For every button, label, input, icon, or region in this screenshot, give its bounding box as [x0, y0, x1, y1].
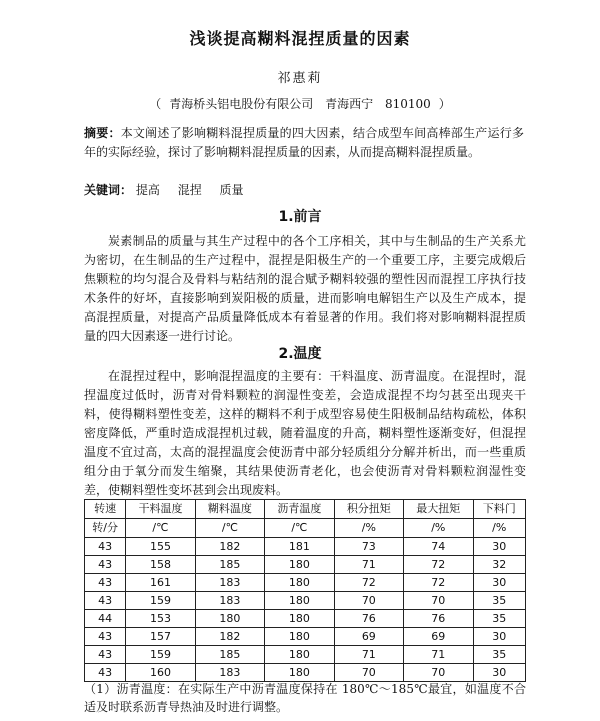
table-cell: 76	[334, 610, 403, 628]
table-cell: 71	[404, 646, 473, 664]
table-cell: 30	[473, 628, 526, 646]
table-cell: 70	[404, 592, 473, 610]
table-cell: 71	[334, 646, 403, 664]
table-cell: 185	[195, 646, 264, 664]
table-cell: 69	[404, 628, 473, 646]
table-cell: 183	[195, 592, 264, 610]
table-cell: 153	[126, 610, 195, 628]
table-cell: 158	[126, 556, 195, 574]
abstract-label: 摘要：	[84, 126, 121, 140]
table-cell: 182	[195, 538, 264, 556]
table-cell: 30	[473, 664, 526, 682]
table-header-cell: 沥青温度	[265, 500, 334, 519]
affiliation-close: ）	[438, 97, 451, 111]
table-header-cell: 下料门	[473, 500, 526, 519]
keyword: 混捏	[177, 183, 202, 197]
table-cell: 180	[265, 574, 334, 592]
table-body	[85, 538, 526, 682]
table-cell: 181	[265, 538, 334, 556]
table-cell: 155	[126, 538, 195, 556]
table-row	[85, 556, 526, 574]
keywords-label: 关键词：	[84, 183, 133, 197]
table-cell: 183	[195, 664, 264, 682]
abstract	[84, 124, 524, 162]
table-cell: 43	[85, 556, 126, 574]
table-header-unit: /℃	[126, 519, 195, 538]
table-header-cell: 糊料温度	[195, 500, 264, 519]
table-cell: 43	[85, 646, 126, 664]
table-cell: 32	[473, 556, 526, 574]
table-cell: 157	[126, 628, 195, 646]
table-header-cell: 积分扭矩	[334, 500, 403, 519]
table-header-cell: 转速	[85, 500, 126, 519]
table-cell: 70	[404, 664, 473, 682]
table-cell: 180	[265, 628, 334, 646]
table-cell: 35	[473, 592, 526, 610]
table-row	[85, 610, 526, 628]
paper-title: 浅谈提高糊料混捏质量的因素	[189, 29, 411, 48]
table-cell: 182	[195, 628, 264, 646]
table-header-unit: /℃	[265, 519, 334, 538]
keyword: 提高	[135, 183, 160, 197]
table-header-unit: /%	[334, 519, 403, 538]
table-header-unit-row	[85, 519, 526, 538]
table-header-cell: 最大扭矩	[404, 500, 473, 519]
table-cell: 43	[85, 664, 126, 682]
table-cell: 69	[334, 628, 403, 646]
table-cell: 180	[265, 610, 334, 628]
table-row	[85, 646, 526, 664]
section-heading-temperature: 2.温度	[278, 346, 322, 362]
keyword: 质量	[219, 183, 244, 197]
table-header-unit: /℃	[195, 519, 264, 538]
section-temperature-paragraph: 在混捏过程中，影响混捏温度的主要有：干料温度、沥青温度。在混捏时，混捏温度过低时，沥青对骨料颗粒的润湿性变差，会造成混捏不均匀甚至出现夹干料，使得糊料塑性变差，这样的糊料不利于成型容易使生阳极制品结构疏松，体积密度降低，严重时造成混捏机过载，随着温度的升高，糊料塑性逐渐变好，但混捏温度不宜过高，太高的混捏温度会使沥青中部分轻质组分分解并析出，而一些重质组分由于氧分而发生缩聚，其结果使沥青老化，也会使沥青对骨料颗粒润湿性变差，使糊料塑性变坏甚到会出现废料。	[84, 369, 526, 497]
table-cell: 72	[334, 574, 403, 592]
table-cell: 183	[195, 574, 264, 592]
table-cell: 185	[195, 556, 264, 574]
data-table	[84, 499, 526, 682]
table-cell: 72	[404, 574, 473, 592]
table-cell: 30	[473, 538, 526, 556]
section-heading-intro: 1.前言	[278, 209, 322, 225]
table-cell: 159	[126, 646, 195, 664]
table-row	[85, 664, 526, 682]
affiliation-org: 青海桥头铝电股份有限公司	[169, 97, 314, 111]
table-row	[85, 592, 526, 610]
author-name: 祁惠莉	[277, 71, 323, 86]
table-row	[85, 538, 526, 556]
table-row	[85, 628, 526, 646]
table-cell: 43	[85, 574, 126, 592]
table-cell: 180	[195, 610, 264, 628]
table-cell: 70	[334, 592, 403, 610]
table-header-cell: 干料温度	[126, 500, 195, 519]
table-cell: 161	[126, 574, 195, 592]
affiliation-open: （	[149, 97, 162, 111]
table-cell: 159	[126, 592, 195, 610]
table-cell: 73	[334, 538, 403, 556]
table-cell: 160	[126, 664, 195, 682]
table-cell: 180	[265, 592, 334, 610]
section-intro-paragraph: 炭素制品的质量与其生产过程中的各个工序相关，其中与生制品的生产关系尤为密切，在生制品的生产过程中，混捏是阳极生产的一个重要工序，主要完成煅后焦颗粒的均匀混合及骨料与粘结剂的混合赋予糊料较强的塑性因而混捏工序执行技术条件的好坏，直接影响到炭阳极的质量，进而影响电解铝生产以及生产成本，提高混捏质量，对提高产品质量降低成本有着显著的作用。我们将对影响糊料混捏质量的四大因素逐一进行讨论。	[84, 234, 526, 343]
table-cell: 43	[85, 628, 126, 646]
table-cell: 180	[265, 646, 334, 664]
footnote: （1）沥青温度：在实际生产中沥青温度保持在 180℃～185℃最宜，如温度不合适及时联系沥青导热油及时进行调整。	[84, 682, 526, 714]
table-cell: 44	[85, 610, 126, 628]
table-header-unit: 转/分	[85, 519, 126, 538]
affiliation	[0, 95, 600, 112]
table-cell: 30	[473, 574, 526, 592]
table-cell: 76	[404, 610, 473, 628]
table-cell: 35	[473, 646, 526, 664]
table-cell: 43	[85, 538, 126, 556]
affiliation-code: 810100	[384, 97, 431, 111]
table-cell: 71	[334, 556, 403, 574]
table-cell: 180	[265, 664, 334, 682]
abstract-text: 本文阐述了影响糊料混捏质量的四大因素，结合成型车间高棒部生产运行多年的实际经验，探讨了影响糊料混捏质量的因素，从而提高糊料混捏质量。	[84, 126, 524, 159]
table-header-unit: /%	[473, 519, 526, 538]
table-cell: 74	[404, 538, 473, 556]
table-row	[85, 574, 526, 592]
keywords	[84, 181, 524, 198]
table-header-unit: /%	[404, 519, 473, 538]
table-cell: 43	[85, 592, 126, 610]
table-cell: 72	[404, 556, 473, 574]
table-header-row	[85, 500, 526, 519]
table-cell: 70	[334, 664, 403, 682]
table-cell: 35	[473, 610, 526, 628]
table-cell: 180	[265, 556, 334, 574]
affiliation-place: 青海西宁	[325, 97, 374, 111]
